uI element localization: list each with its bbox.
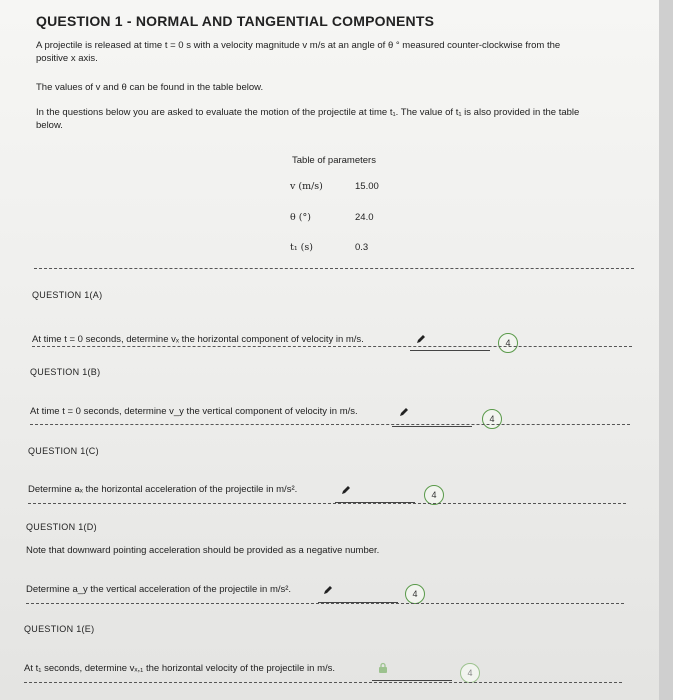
question-prompt: At time t = 0 seconds, determine v_y the vertical component of velocity in m/s. (30, 406, 358, 417)
param-value: 15.00 (355, 181, 379, 192)
pencil-icon[interactable] (322, 584, 334, 596)
answer-input[interactable] (410, 350, 490, 351)
intro-paragraph-3 (36, 106, 651, 132)
lock-icon (377, 662, 389, 674)
page-title: QUESTION 1 - NORMAL AND TANGENTIAL COMPONENTS (36, 13, 435, 29)
page-edge (659, 0, 673, 700)
points-badge: 4 (405, 584, 425, 604)
question-label: QUESTION 1(E) (24, 624, 95, 634)
intro-paragraph-2: The values of v and θ can be found in the table below. (36, 82, 264, 93)
intro-line: A projectile is released at time t = 0 s with a velocity magnitude v m/s at an angle of θ ° measured counter-clockwise from the (36, 40, 561, 51)
param-name: θ (°) (290, 212, 311, 223)
pencil-icon[interactable] (398, 406, 410, 418)
intro-paragraph-1 (36, 39, 651, 65)
question-label: QUESTION 1(D) (26, 522, 97, 532)
param-name: t₁ (s) (290, 242, 313, 253)
question-label: QUESTION 1(C) (28, 446, 99, 456)
points-badge: 4 (498, 333, 518, 353)
question-prompt: At t₁ seconds, determine vₓ,₁ the horizontal velocity of the projectile in m/s. (24, 663, 336, 674)
points-badge: 4 (482, 409, 502, 429)
intro-line: positive x axis. (36, 53, 98, 64)
param-value: 0.3 (355, 242, 369, 253)
question-prompt: Determine a_y the vertical acceleration of the projectile in m/s². (26, 584, 292, 595)
section-divider (26, 603, 624, 604)
points-badge: 4 (460, 663, 480, 683)
question-prompt: Determine aₓ the horizontal acceleration of the projectile in m/s². (28, 484, 298, 495)
section-divider (32, 346, 632, 347)
section-divider (34, 268, 634, 269)
section-divider (30, 424, 630, 425)
param-value: 24.0 (355, 212, 374, 223)
pencil-icon[interactable] (340, 484, 352, 496)
section-divider (24, 682, 622, 683)
question-prompt: At time t = 0 seconds, determine vₓ the horizontal component of velocity in m/s. (32, 334, 364, 345)
intro-line: In the questions below you are asked to evaluate the motion of the projectile at time t₁. The value of t₁ is also provided in the table (36, 107, 580, 118)
question-label: QUESTION 1(A) (32, 290, 103, 300)
answer-input[interactable] (392, 426, 472, 427)
answer-input[interactable] (372, 680, 452, 681)
pencil-icon[interactable] (415, 333, 427, 345)
table-caption: Table of parameters (292, 155, 376, 166)
question-label: QUESTION 1(B) (30, 367, 101, 377)
points-badge: 4 (424, 485, 444, 505)
section-divider (28, 503, 626, 504)
question-note: Note that downward pointing acceleration should be provided as a negative number. (26, 545, 380, 556)
param-name: v (m/s) (290, 181, 323, 192)
intro-line: below. (36, 120, 63, 131)
